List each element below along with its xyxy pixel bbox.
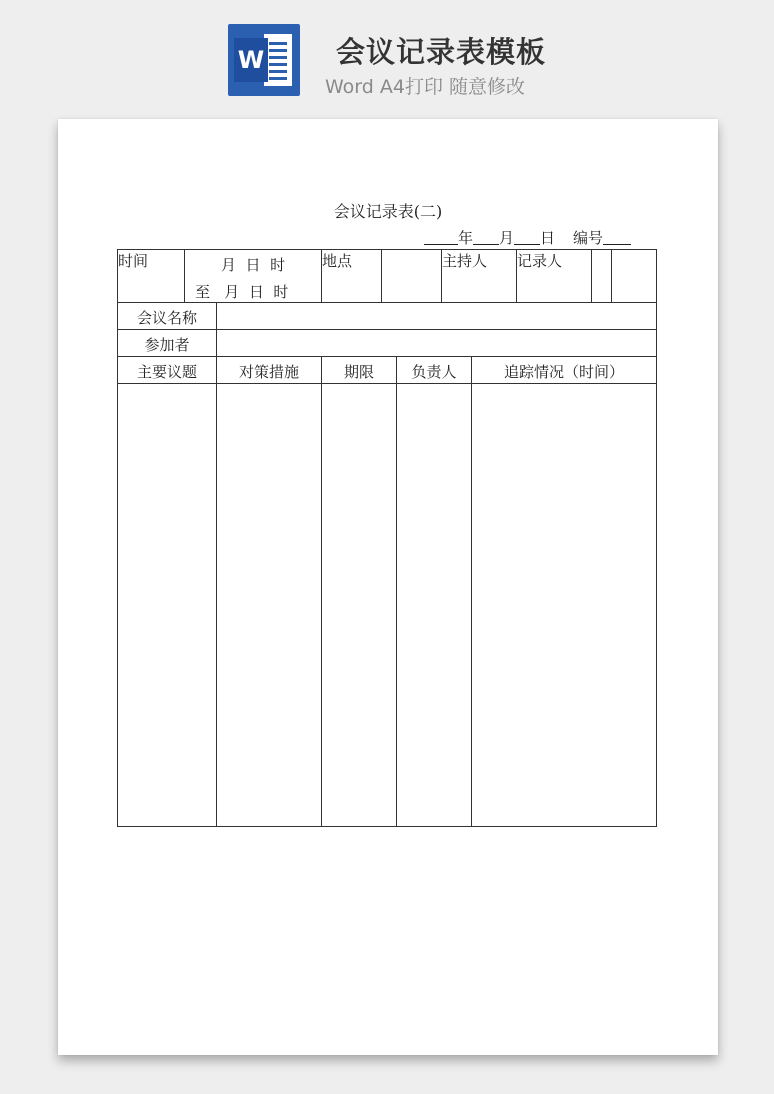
time-label: 时间 xyxy=(118,252,149,270)
number-label: 编号 xyxy=(573,229,604,247)
document-page xyxy=(58,119,718,1055)
column-header-measures xyxy=(217,357,322,384)
extra-value-cell[interactable] xyxy=(612,250,657,303)
template-subtitle: Word A4打印 随意修改 xyxy=(325,76,526,98)
time-row xyxy=(118,250,657,303)
number-blank[interactable] xyxy=(603,230,631,245)
year-label: 年 xyxy=(458,229,474,247)
host-label-cell xyxy=(442,250,517,303)
content-row xyxy=(118,384,657,827)
column-header-owner xyxy=(397,357,472,384)
location-label-cell xyxy=(322,250,382,303)
column-header-row xyxy=(118,357,657,384)
column-header-label: 对策措施 xyxy=(239,363,300,381)
month-label: 月 xyxy=(499,229,515,247)
column-header-label: 期限 xyxy=(344,363,375,381)
time-start: 月 日 时 xyxy=(221,256,286,274)
column-header-label: 负责人 xyxy=(411,363,457,381)
column-header-label: 主要议题 xyxy=(136,363,197,381)
word-icon-page xyxy=(264,34,292,86)
document-title: 会议记录表(二) xyxy=(333,202,443,221)
attendees-value-cell[interactable] xyxy=(217,330,657,357)
location-label: 地点 xyxy=(322,252,353,270)
time-range-cell[interactable] xyxy=(185,250,322,303)
time-end: 至 月 日 时 xyxy=(195,283,289,301)
tracking-content-cell[interactable] xyxy=(472,384,657,827)
attendees-label: 参加者 xyxy=(144,336,190,354)
column-header-tracking xyxy=(472,357,657,384)
measures-content-cell[interactable] xyxy=(217,384,322,827)
meeting-record-table xyxy=(117,249,657,827)
day-blank[interactable] xyxy=(514,230,540,245)
host-label: 主持人 xyxy=(442,252,488,270)
location-value-cell[interactable] xyxy=(382,250,442,303)
meeting-name-value-cell[interactable] xyxy=(217,303,657,330)
word-icon-letter: W xyxy=(234,38,268,82)
attendees-row xyxy=(118,330,657,357)
recorder-label: 记录人 xyxy=(517,252,563,270)
recorder-value-cell[interactable] xyxy=(592,250,612,303)
recorder-label-cell xyxy=(517,250,592,303)
column-header-label: 追踪情况（时间） xyxy=(504,363,625,381)
year-blank[interactable] xyxy=(424,230,458,245)
date-number-line xyxy=(424,227,631,248)
meeting-name-row xyxy=(118,303,657,330)
word-icon xyxy=(228,24,300,96)
day-label: 日 xyxy=(540,229,556,247)
meeting-name-label: 会议名称 xyxy=(136,309,197,327)
deadline-content-cell[interactable] xyxy=(322,384,397,827)
column-header-topic xyxy=(118,357,217,384)
time-label-cell xyxy=(118,250,185,303)
month-blank[interactable] xyxy=(473,230,499,245)
column-header-deadline xyxy=(322,357,397,384)
attendees-label-cell xyxy=(118,330,217,357)
topic-content-cell[interactable] xyxy=(118,384,217,827)
template-title: 会议记录表模板 xyxy=(336,35,547,69)
header xyxy=(0,0,774,110)
meeting-name-label-cell xyxy=(118,303,217,330)
owner-content-cell[interactable] xyxy=(397,384,472,827)
